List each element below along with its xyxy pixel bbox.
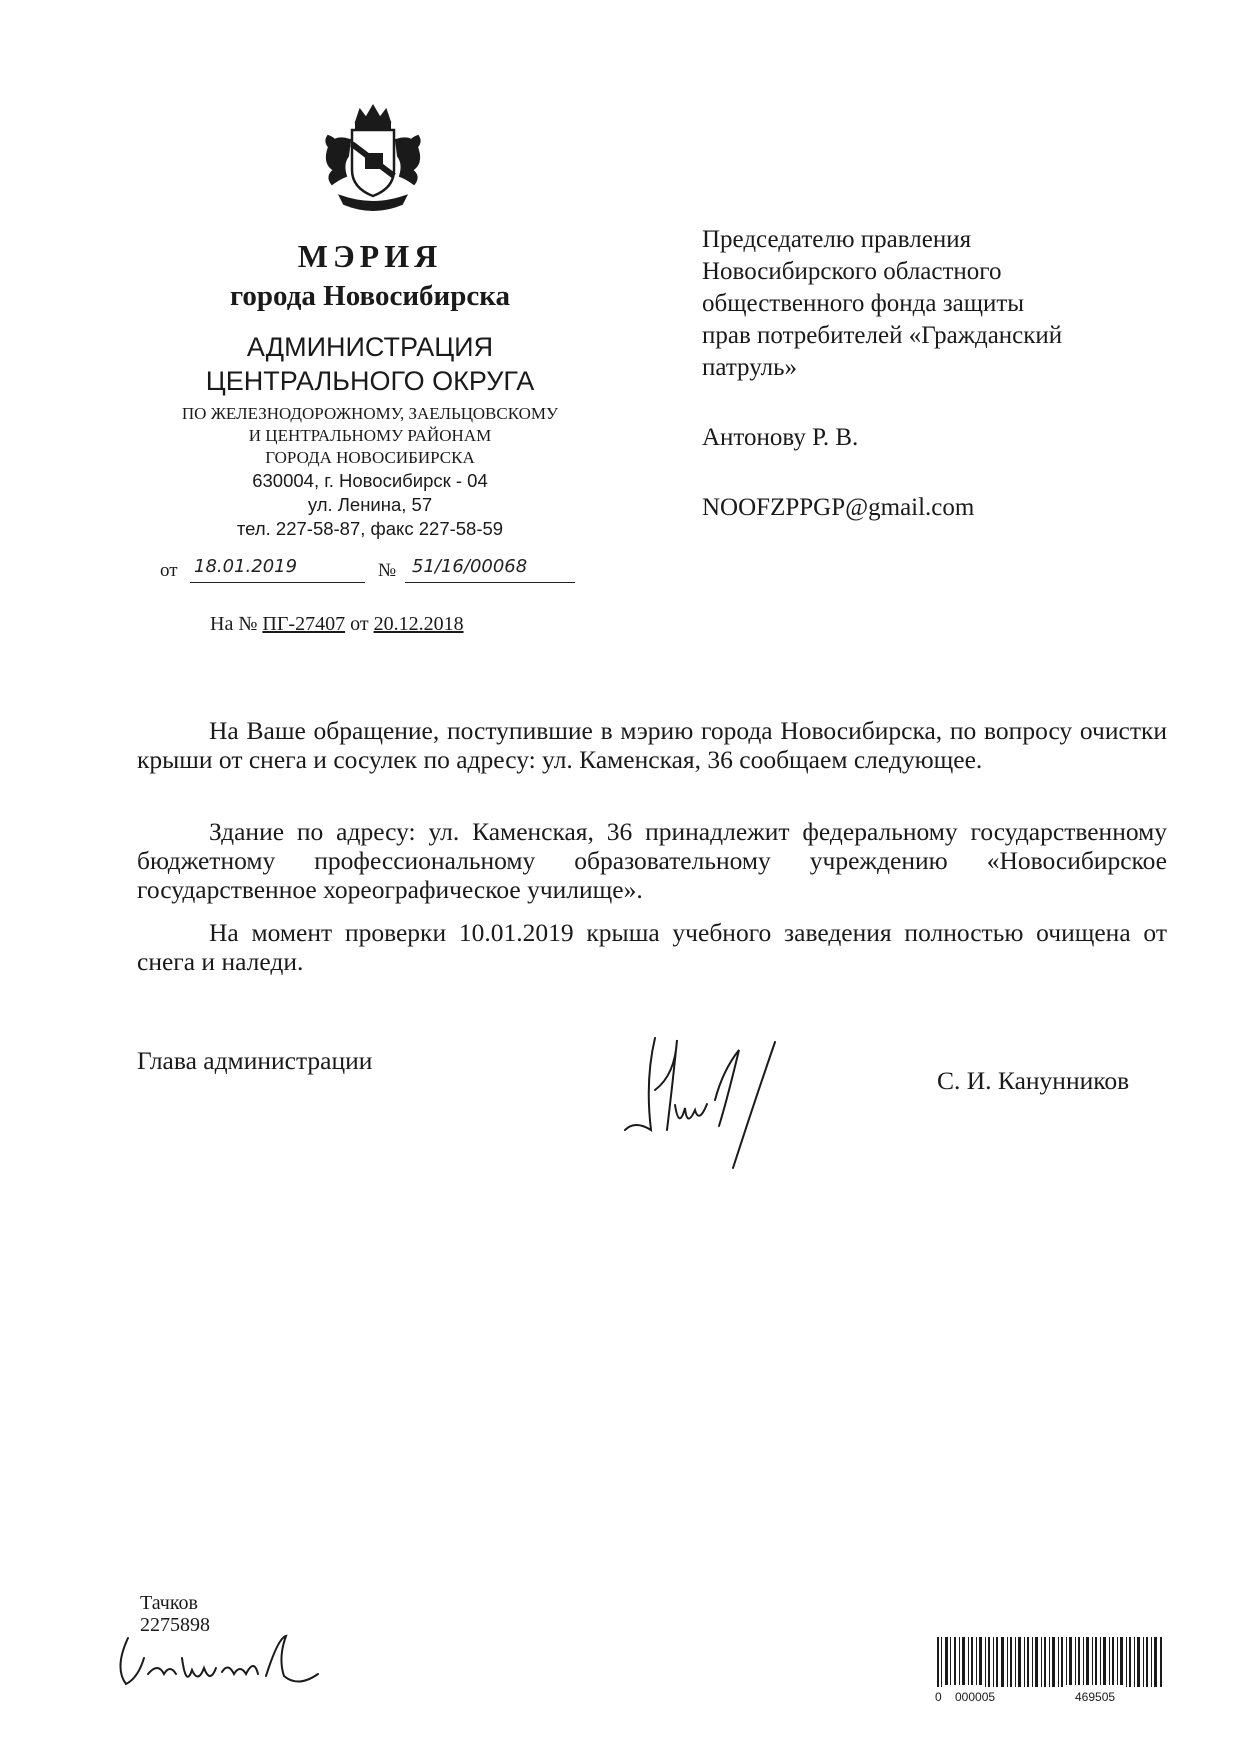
admin-title-line1: АДМИНИСТРАЦИЯ [246, 332, 494, 362]
district-line3: ГОРОДА НОВОСИБИРСКА [265, 448, 475, 467]
admin-title-line2: ЦЕНТРАЛЬНОГО ОКРУГА [205, 366, 535, 396]
address-line2: ул. Ленина, 57 [307, 494, 433, 515]
barcode-text-left: 0 [935, 1690, 942, 1704]
mayor-title: МЭРИЯ [297, 238, 443, 274]
district-line1: ПО ЖЕЛЕЗНОДОРОЖНОМУ, ЗАЕЛЬЦОВСКОМУ [181, 404, 559, 423]
reference-row [210, 613, 464, 636]
registration-number: 51/16/00068 [412, 556, 528, 577]
recipient-line1: Председателю правления [702, 226, 972, 253]
number-label: № [378, 560, 397, 581]
signer-position: Глава администрации [137, 1046, 373, 1075]
phone-line: тел. 227-58-87, факс 227-58-59 [236, 518, 504, 539]
barcode-text-mid: 000005 [955, 1690, 996, 1704]
address-line1: 630004, г. Новосибирск - 04 [252, 470, 488, 491]
recipient-email: NOOFZPPGP@gmail.com [702, 494, 975, 521]
date-label: от [160, 560, 178, 581]
registration-date: 18.01.2019 [194, 556, 298, 577]
ref-number: ПГ-27407 [262, 613, 346, 635]
ref-date: 20.12.2018 [373, 613, 464, 635]
signer-name: С. И. Канунников [937, 1066, 1130, 1095]
recipient-line3: общественного фонда защиты [702, 290, 1025, 317]
barcode-text-right: 469505 [1075, 1690, 1116, 1704]
recipient-line4: прав потребителей «Гражданский [702, 322, 1063, 349]
district-line2: И ЦЕНТРАЛЬНОМУ РАЙОНАМ [248, 426, 492, 445]
signature-icon [615, 1020, 795, 1170]
recipient-name: Антонову Р. В. [702, 424, 859, 451]
executor-phone: 2275898 [140, 1614, 210, 1636]
barcode-icon [935, 1635, 1165, 1705]
mayor-city: города Новосибирска [229, 280, 511, 312]
ref-date-label: от [350, 613, 369, 635]
ref-prefix: На № [210, 613, 258, 635]
body-paragraph-3: На момент проверки 10.01.2019 крыша учебного заведения полностью очищена от снега и наледи. [137, 918, 1167, 976]
body-paragraph-2: Здание по адресу: ул. Каменская, 36 принадлежит федеральному государственному бюджетному профессиональному образовательному учреждению «Новосибирское государственное хореографическое училище». [137, 817, 1167, 904]
recipient-line5: патруль» [702, 354, 798, 381]
executor-name: Тачков [140, 1592, 198, 1614]
executor-signature-icon [108, 1618, 328, 1698]
recipient-line2: Новосибирского областного [702, 258, 1002, 285]
coat-of-arms-icon [318, 104, 428, 216]
body-paragraph-1: На Ваше обращение, поступившие в мэрию города Новосибирска, по вопросу очистки крыши от снега и сосулек по адресу: ул. Каменская, 36 сообщаем следующее. [137, 716, 1167, 774]
